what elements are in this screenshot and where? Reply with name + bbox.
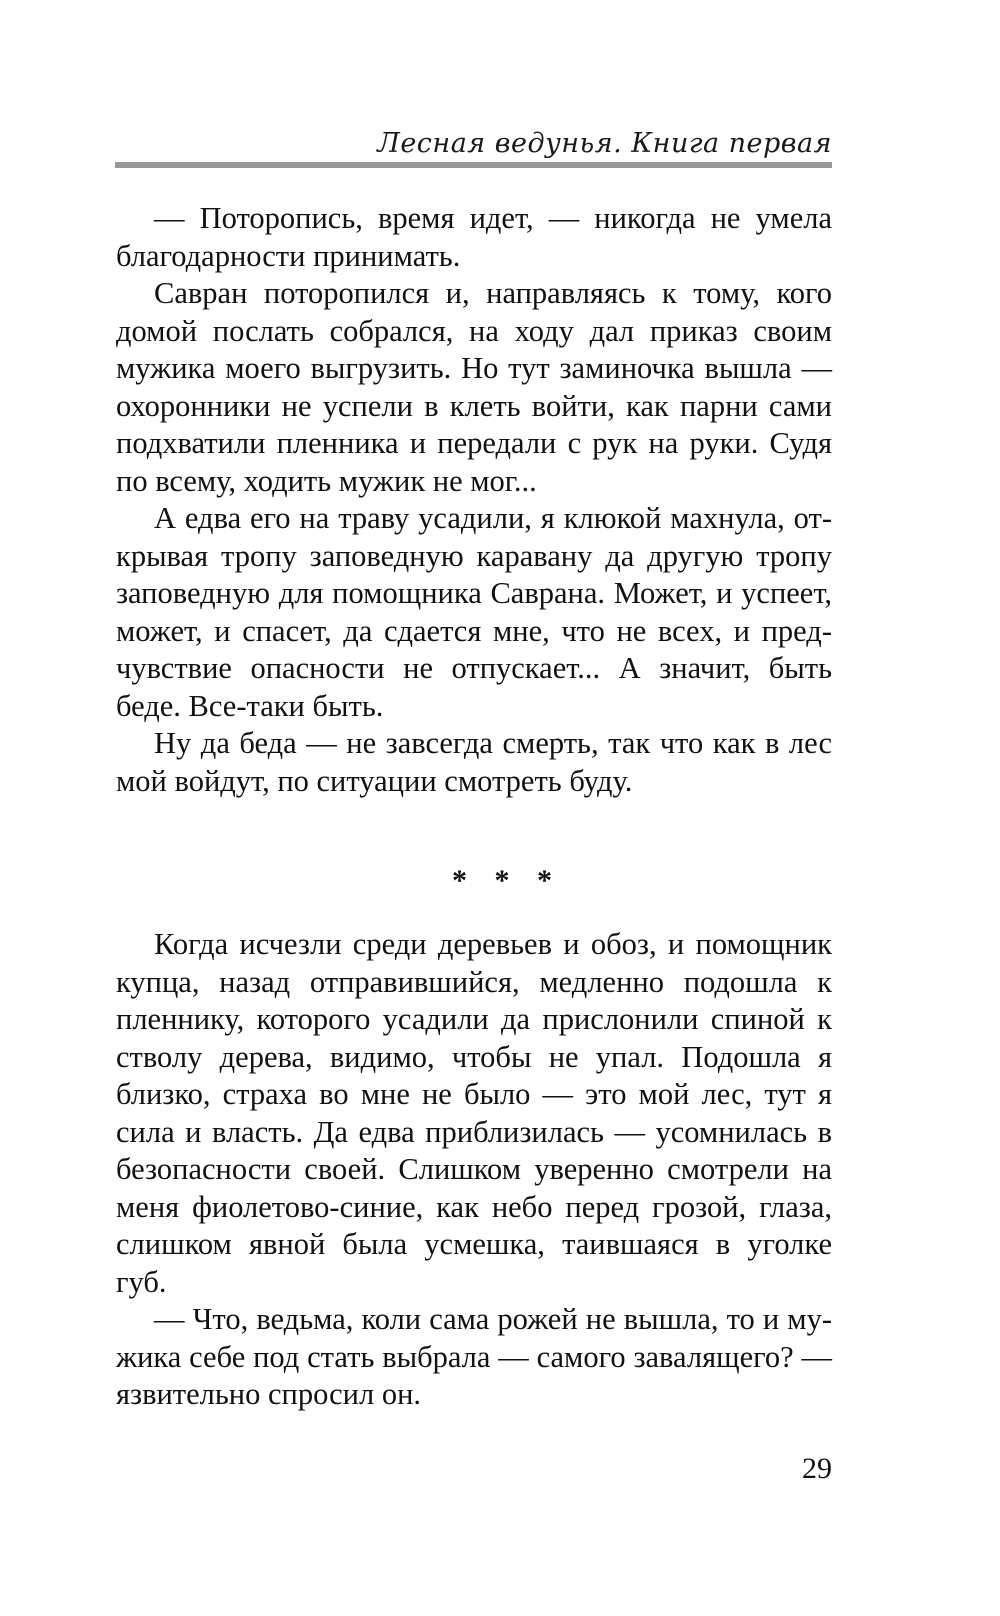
paragraph: — Поторопись, время идет, — никогда не умела благодарности принимать. (116, 201, 832, 273)
paragraph: — Что, ведьма, коли сама рожей не вышла, то и мужика себе под стать выбрала — самого завалящего? — язвительно спросил он. (116, 1302, 832, 1411)
paragraph: А едва его на траву усадили, я клюкой махнула, открывая тропу заповедную каравану да другую тропу заповедную для помощника Саврана. Может, и успеет, может, и спасет, да сдается мне, что не всех, и предчувствие опасности не отпускает... А значит, быть беде. Все-таки быть. (116, 501, 832, 723)
header-rule (115, 162, 832, 168)
text-block-before-separator (116, 200, 832, 800)
text-block-after-separator (116, 926, 832, 1414)
page-number: 29 (802, 1452, 832, 1485)
paragraph: Ну да беда — не завсегда смерть, так что как в лес мой войдут, по ситуации смотреть буду. (116, 726, 832, 798)
paragraph: Савран поторопился и, направляясь к тому, кого домой послать собрался, на ходу дал приказ своим мужика моего выгрузить. Но тут заминочка вышла — охоронники не успели в клеть войти, как парни сами подхватили пленника и передали с рук на руки. Судя по всему, ходить мужик не мог... (116, 276, 832, 498)
section-separator: * * * (452, 864, 562, 897)
running-header: Лесная ведунья. Книга первая (377, 128, 832, 159)
paragraph: Когда исчезли среди деревьев и обоз, и помощник купца, назад отправившийся, медленно подошла к пленнику, которого усадили да прислонили спиной к стволу дерева, видимо, чтобы не упал. Подошла я близко, страха во мне не было — это мой лес, тут я сила и власть. Да едва приблизилась — усомнилась в безопасности своей. Слишком уверенно смотрели на меня фиолетово-синие, как небо перед грозой, глаза, слишком явной была усмешка, таившаяся в уголке губ. (116, 927, 832, 1299)
